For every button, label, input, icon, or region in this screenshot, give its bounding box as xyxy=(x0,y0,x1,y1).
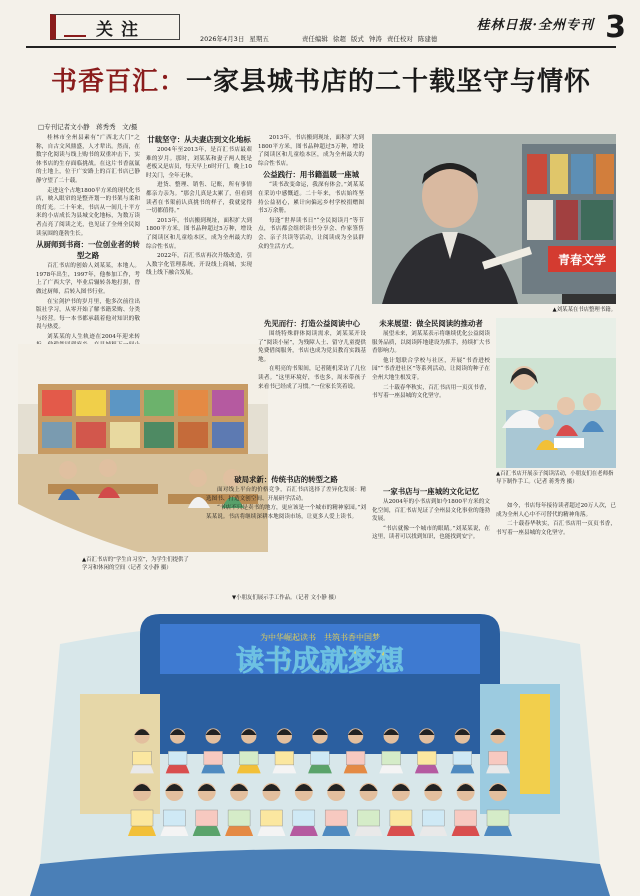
child-figure xyxy=(419,783,447,836)
child-figure xyxy=(201,728,225,773)
section-heading: 一家书店与一座城的文化记忆 xyxy=(382,487,480,496)
child-figure xyxy=(344,728,368,773)
child-figure xyxy=(130,728,154,773)
column-3-lower xyxy=(206,474,366,592)
issue-meta xyxy=(200,34,580,43)
section-heading: 先见而行：打造公益阅读中心 xyxy=(263,319,361,328)
section-decoration xyxy=(64,21,86,37)
body-paragraph: 二十载春华秋实，百汇书店用一页页书香，书写着一座县城的文化坚守。 xyxy=(372,384,490,400)
portrait-caption: ▲刘某某在书店整理书籍。 xyxy=(552,307,616,313)
body-paragraph: 每逢“世界读书日”“全民阅读月”等节点，书店都会组织读书分享会、作家签售会、亲子共读等活动，让阅读成为全县群众的生活方式。 xyxy=(258,217,364,250)
column-right-mid xyxy=(372,318,490,478)
designer-name: 钟涛 xyxy=(368,35,382,43)
body-paragraph: 从2004年的小书店到如今1800平方米的文化空间，百汇书店见证了全州县文化事业的蓬勃发展。 xyxy=(372,499,490,523)
section-label xyxy=(50,14,180,40)
editor-label: 责任编辑 xyxy=(301,35,328,43)
child-figure xyxy=(237,728,261,773)
child-figure xyxy=(273,728,297,773)
headline-bar xyxy=(26,54,616,104)
kids-craft-photo xyxy=(496,318,616,468)
section-heading: 从厨师到书商：一位创业者的转型之路 xyxy=(36,240,140,261)
page-header xyxy=(0,0,640,48)
section-heading: 廿载坚守：从夫妻店到文化地标 xyxy=(147,135,251,144)
designer-label: 版式 xyxy=(350,35,364,43)
reading-corner-caption: ▲百汇书店的“学生自习室”，为学生们提供了学习和休闲的空间（记者 文小静 摄） xyxy=(82,557,189,571)
proof-label: 责任校对 xyxy=(386,35,413,43)
column-2-top xyxy=(146,134,252,358)
child-figure xyxy=(379,728,403,773)
body-paragraph: “读书改变命运，我深有体会。”刘某某在采访中感慨道。二十年来，书店始终坚持公益初心，累计向偏远乡村学校捐赠图书3万余册。 xyxy=(258,182,364,215)
child-figure xyxy=(128,783,156,836)
byline: □专刊记者文小静 蒋秀秀 文/摄 xyxy=(38,123,138,131)
child-figure xyxy=(387,783,415,836)
column-right-lower-2 xyxy=(496,502,616,592)
editor-name: 徐超 xyxy=(332,35,346,43)
child-figure xyxy=(166,728,190,773)
body-paragraph: “书店不只是卖书的地方，更应该是一个城市的精神家园。”刘某某说。书店将继续深耕本地阅读市场，让更多人爱上读书。 xyxy=(206,505,366,520)
paper-name: 桂林日报·全州专刊 xyxy=(476,18,594,33)
child-figure xyxy=(322,783,350,836)
body-paragraph: 围绕特殊群体阅读需求，刘某某开设了“阅读小屋”，为残障人士、留守儿童提供免费借阅服务，书店也成为党员教育实践基地。 xyxy=(258,331,366,363)
body-paragraph: 展望未来，刘某某表示将继续优化公益阅读服务品质，以阅读阵地建设为抓手，持续扩大书香影响力。 xyxy=(372,331,490,355)
section-heading: 公益践行：用书籍温暖一座城 xyxy=(262,170,360,180)
intro-paragraph: 桂林市全州县素有“广西北大门”之称，自古文风鼎盛，人才辈出。然而，在数字化阅读与线上购书的双重冲击下，实体书店的生存面临挑战。在这片书香氤氲的土地上，位于广安路上的百汇书店已静静守望了二十载。 xyxy=(36,135,140,184)
column-3-mid xyxy=(258,318,366,468)
body-paragraph: 如今，书店每年接待读者超过20万人次，已成为全州人心中不可替代的精神角落。 xyxy=(496,503,616,518)
proof-name: 陈建德 xyxy=(417,35,438,43)
header-rule xyxy=(26,46,616,48)
child-figure xyxy=(355,783,383,836)
body-paragraph: “书店就像一个城市的眼睛。”刘某某说，在这里，读者可以找到知识，也能找到安宁。 xyxy=(372,525,490,541)
column-right-lower-1 xyxy=(372,486,490,592)
store-sign-text: 青春文学 xyxy=(557,253,607,267)
child-figure xyxy=(451,728,475,773)
section-title: 关注 xyxy=(96,19,146,40)
children-group xyxy=(120,700,520,870)
intro-paragraph: 走进这个占地1800平方米的现代化书店，映入眼帘的是整齐划一的书架与柔和的灯光。二十年来，书店从一间几十平方米的小店成长为县城文化地标，为数万读者点亮了阅读之光，也见证了全州全民阅读氛围的蓬勃生长。 xyxy=(36,187,140,237)
section-heading: 破局求新：传统书店的转型之路 xyxy=(234,475,338,484)
body-paragraph: 在明亮的书架间，记者随机采访了几位读者。“这里环境好，书也多，周末带孩子来看书已经成了习惯。”一位家长笑着说。 xyxy=(258,366,366,390)
banner-slogan-big: 读书成就梦想 xyxy=(235,644,405,677)
body-paragraph: 2022年，百汇书店再次升级改造，引入数字化管理系统，开设线上商城，实现线上线下融合发展。 xyxy=(146,253,252,277)
body-paragraph: 刘某某的人生轨迹在2004年迎来转 xyxy=(47,333,140,340)
child-figure xyxy=(308,728,332,773)
headline-kicker: 书香百汇： xyxy=(50,66,186,97)
issue-date: 2026年4月3日 xyxy=(200,35,245,43)
portrait-photo xyxy=(372,134,616,304)
page-number: 3 xyxy=(605,10,626,45)
child-figure xyxy=(486,728,510,773)
child-figure xyxy=(257,783,285,836)
headline-main: 一家县城书店的二十载坚守与情怀 xyxy=(186,66,592,97)
group-caption: ▼小朋友们展示手工作品。（记者 文小静 摄） xyxy=(232,595,340,601)
child-figure xyxy=(225,783,253,836)
banner-slogan-small: 为中华崛起读书 共筑书香中国梦 xyxy=(260,633,380,642)
child-figure xyxy=(484,783,512,836)
child-figure xyxy=(415,728,439,773)
body-paragraph: 面对线上平台的价格竞争，百汇书店选择了差异化发展：精选图书、打造文创空间、开展研学活动。 xyxy=(206,487,366,502)
body-paragraph: 百汇书店的创始人刘某某，本地人。1978年出生，1997年，他参加工作，考上了广西大学，毕业后辗转各地打拼，曾做过厨师，后转入图书行业。 xyxy=(36,263,140,295)
body-paragraph: 进货、整理、销售、记账，所有事情都亲力亲为。“那会儿真是太累了，但看到读者在书架前认真挑书的样子，我就觉得一切都值得。” xyxy=(146,182,252,215)
issue-weekday: 星期五 xyxy=(249,35,269,43)
child-figure xyxy=(452,783,480,836)
body-paragraph: 二十载春华秋实，百汇书店用一页页书香，书写着一座县城的文化坚守。 xyxy=(496,521,616,536)
body-paragraph: 在宝剑护书的岁月里，他多次前往出版社学习，从零开始了解书籍采购、分类与经营。每一本书都承载着他对知识的敬畏与热爱。 xyxy=(36,298,140,331)
body-paragraph: 2013年，书店搬到现址，面积扩大到1800平方米，图书品种超过5万种，增设了阅读区和儿童绘本区，成为全州最大的综合性书店。 xyxy=(258,135,364,167)
section-heading: 未来展望：做全民阅读的推动者 xyxy=(379,319,483,328)
child-figure xyxy=(160,783,188,836)
column-1-top xyxy=(36,134,140,358)
body-paragraph: 2013年，书店搬到现址，面积扩大到1800平方米，图书品种超过5万种，增设了阅读区和儿童绘本区，成为全州最大的综合性书店。 xyxy=(146,217,252,250)
child-figure xyxy=(193,783,221,836)
headline xyxy=(51,61,591,98)
body-paragraph: 2004年至2013年，是百汇书店最艰难的岁月。那时，刘某某和妻子两人既是老板又是店员，每天早上6时开门，晚上10时关门，全年无休。 xyxy=(146,147,252,179)
kids-craft-caption: ▲百汇书店开展亲子阅读活动，小朋友们在老师指导下制作手工。（记者 蒋秀秀 摄） xyxy=(496,471,614,485)
child-figure xyxy=(290,783,318,836)
body-paragraph: 他计划联合学校与社区，开展“书香进校园”“书香进社区”等系列活动，让阅读的种子在全州大地生根发芽。 xyxy=(372,357,490,381)
